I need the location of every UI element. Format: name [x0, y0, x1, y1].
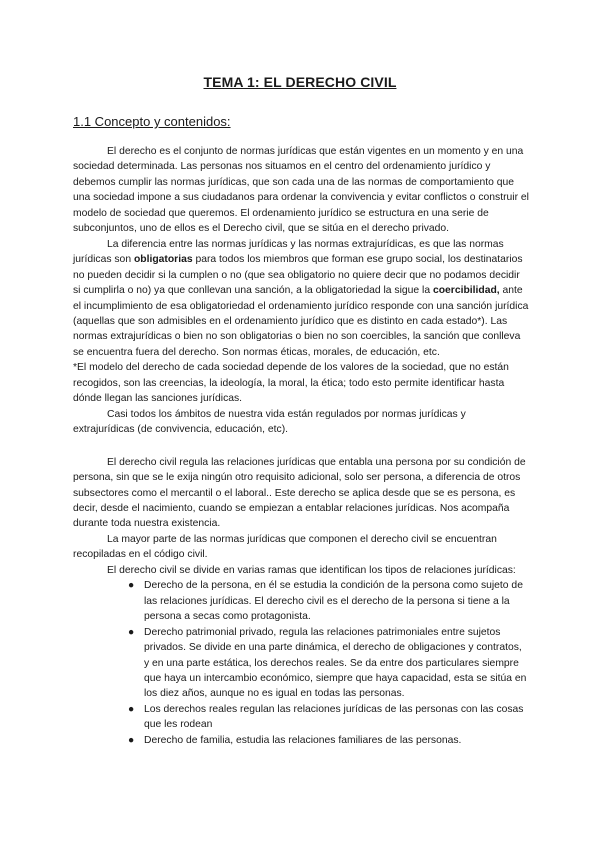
- bullet-icon: ●: [128, 703, 135, 715]
- list-item: ● Derecho patrimonial privado, regula las relaciones patrimoniales entre sujetos privados. Se divide en una parte dinámica, el derecho de obligaciones y contratos, y en una parte estática, los derechos reales. Se da entre dos particulares siempre que haya un intercambio económico, siempre que haya capacidad, esta se sitúa en los diez años, aunque no es igual en todas las personas.: [128, 626, 527, 700]
- bullet-icon: ●: [128, 626, 135, 638]
- paragraph-note: *El modelo del derecho de cada sociedad depende de los valores de la sociedad, que no están recogidos, son las creencias, la ideología, la moral, la ética; todo esto permite identificar hasta dónde llegan las sanciones jurídicas.: [73, 362, 509, 405]
- ramas-list: [73, 578, 529, 748]
- paragraph-ambitos: Casi todos los ámbitos de nuestra vida están regulados por normas jurídicas y extrajurídicas (de convivencia, educación, etc).: [73, 408, 466, 436]
- bold-term-obligatorias: obligatorias: [133, 254, 193, 266]
- bold-term-coercibilidad: coercibilidad,: [432, 285, 500, 297]
- paragraph-codigo-civil: La mayor parte de las normas jurídicas que componen el derecho civil se encuentran recopiladas en el código civil.: [73, 533, 497, 561]
- bullet-icon: ●: [128, 580, 135, 592]
- section-heading: 1.1 Concepto y contenidos:: [73, 114, 231, 129]
- paragraph-ramas: El derecho civil se divide en varias ramas que identifican los tipos de relaciones jurídicas:: [107, 564, 516, 576]
- list-item: ● Derecho de familia, estudia las relaciones familiares de las personas.: [73, 733, 529, 748]
- document-title: TEMA 1: EL DERECHO CIVIL: [203, 74, 397, 90]
- list-item: ● Derecho de la persona, en él se estudia la condición de la persona como sujeto de las relaciones jurídicas. El derecho civil es el derecho de la persona si tiene a la persona a secas como protagonista.: [128, 580, 523, 623]
- bullet-icon: ●: [128, 734, 135, 746]
- document-body: [73, 144, 529, 748]
- paragraph-derecho-civil: El derecho civil regula las relaciones jurídicas que entabla una persona por su condición de persona, sin que se le exija ningún otro requisito adicional, solo ser persona, a diferencia de otros subsectores como el mercantil o el laboral.. Este derecho se aplica desde que se es persona, es decir, desde el nacimiento, cuando se empiezan a entablar relaciones jurídicas. Nos acompaña durante toda nuestra existencia.: [73, 456, 526, 530]
- paragraph-definition: El derecho es el conjunto de normas jurídicas que están vigentes en un momento y en una sociedad determinada. Las personas nos situamos en el centro del ordenamiento jurídico y debemos cumplir las normas jurídicas, que son cada una de las normas de comportamiento que una sociedad impone a sus ciudadanos para ordenar la convivencia y evitar conflictos o construir el modelo de sociedad que queremos. El ordenamiento jurídico se estructura en una serie de subconjuntos, uno de ellos es el Derecho civil, que se sitúa en el derecho privado.: [73, 146, 529, 235]
- list-item: ● Los derechos reales regulan las relaciones jurídicas de las personas con las cosas que les rodean: [128, 703, 524, 731]
- spacer: [73, 438, 529, 455]
- paragraph-difference: La diferencia entre las normas jurídicas y las normas extrajurídicas, es que las normas jurídicas son obligatorias para todos los miembros que forman ese grupo social, los destinatarios no pueden decidir si la cumplen o no (que sea obligatorio no quiere decir que no podamos decidir si cumplirla o no) ya que conllevan una sanción, a la obligatoriedad la sigue la coercibilidad, ante el incumplimiento de esa obligatoriedad el ordenamiento jurídico responde con una sanción jurídica (aquellas que son admisibles en el ordenamiento jurídico que es distinto en cada estado*). Las normas extrajurídicas o bien no son obligatorias o bien no son coercibles, la sanción que conlleva se encuentra fuera del derecho. Son normas éticas, morales, de educación, etc.: [73, 238, 529, 358]
